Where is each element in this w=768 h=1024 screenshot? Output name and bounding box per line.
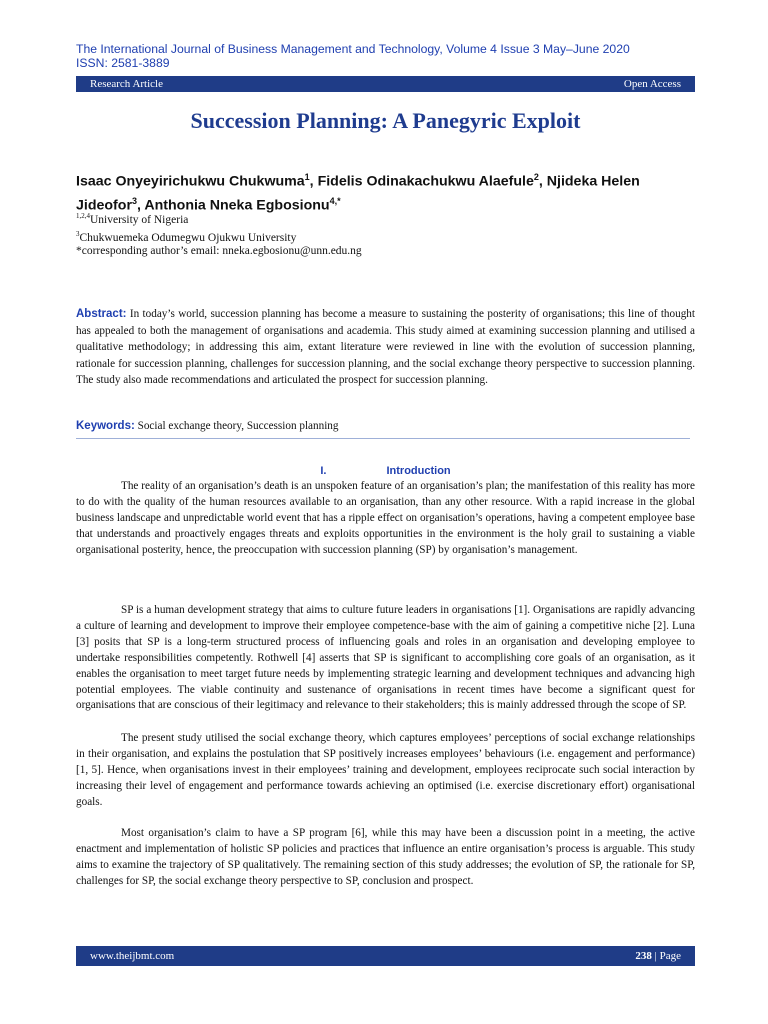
author-sup: 4,* [329,195,341,206]
page-indicator [635,950,681,962]
body-paragraph: The reality of an organisation’s death is an unspoken feature of an organisation’s plan; the manifestation of this reality has more to do with the quality of the human resources available to an organisation, than any other resource. With a rapid increase in the global business landscape and unpredictable world event that has a ripple effect on organisation’s operations, having a competent employee base that understands and proactively engages threats and exploits opportunities in the environment is the holy grail to sustaining a viable organisational posterity, hence, the preoccupation with succession planning (SP) by organisation’s management. [76,480,695,556]
author-name: Anthonia Nneka Egbosionu [144,197,330,214]
affiliation-text: Chukwuemeka Odumegwu Ojukwu University [79,231,297,244]
journal-citation: The International Journal of Business Management and Technology, Volume 4 Issue 3 May–June 2020 [76,42,630,56]
page-label: | Page [654,950,681,962]
body-paragraph: SP is a human development strategy that aims to culture future leaders in organisations [1]. Organisations are rapidly advancing a culture of learning and development to improve their employee competence-base with the aim of gaining a competitive niche [2]. Luna [3] posits that SP is a long-term structured process of influencing goals and roles in an organisation and developing employee to undertake responsibilities competently. Rothwell [4] asserts that SP is significant to accomplishing core goals of an organisation, as it enables the organisation to meet target future needs by implementing strategic learning and development techniques and advancing high potential employees. The viable continuity and sustenance of organisations in recent times have become a significant quest for organisations that are conscious of their legitimacy and relevance to their stakeholders; this is mainly addressed through the scope of SP. [76,604,695,712]
body-paragraph: Most organisation’s claim to have a SP program [6], while this may have been a discussion point in a meeting, the active enactment and implementation of holistic SP policies and practices that influence an entire organisation’s process is arguable. This study aims to examine the trajectory of SP qualitatively. The remaining section of this study addresses; the evolution of SP, the rationale for SP, challenges for SP, the social exchange theory perspective to SP, conclusion and prospect. [76,827,695,887]
journal-header [76,42,630,70]
author-name: Njideka Helen Jideofor [76,173,640,214]
journal-issn: ISSN: 2581-3889 [76,56,170,70]
abstract [76,306,695,389]
section-divider [76,438,690,439]
author-sup: 3 [131,195,137,206]
page-footer [76,946,695,966]
section-title: Introduction [386,465,451,477]
author-sup: 2 [533,172,539,182]
keywords-label: Keywords: [76,420,135,432]
article-type: Research Article [90,78,163,90]
author-sup: 1 [304,172,310,182]
author-name: Fidelis Odinakachukwu Alaefule [317,173,534,190]
affiliation-sup: 3 [76,230,80,238]
abstract-text: In today’s world, succession planning has become a measure to sustaining the posterity of organisations; this line of thought has appealed to both the management of organisations and academia. This study aimed at examining succession planning and utilised a qualitative methodology; in addressing this aim, extant literature were reviewed in line with the evolution of succession planning, rationale for succession planning, challenges for succession planning, and the social exchange theory perspective to succession planning. The study also made recommendations and articulated the prospect for succession planning. [76,308,695,387]
journal-url[interactable]: www.theijbmt.com [90,950,175,962]
affiliation-text: University of Nigeria [90,213,189,226]
affiliation-text: *corresponding author’s email: nneka.egbosionu@unn.edu.ng [76,245,362,257]
author-name: Isaac Onyeyirichukwu Chukwuma [76,173,305,190]
section-number: I. [320,465,327,477]
section-heading [76,465,695,477]
keywords-text: Social exchange theory, Succession planning [137,420,339,432]
page-number: 238 [635,950,652,962]
access-label: Open Access [623,78,681,90]
keywords [76,420,339,432]
affiliation-sup: 1,2,4 [76,212,90,220]
abstract-label: Abstract: [76,308,127,320]
author-list: Isaac Onyeyirichukwu Chukwuma$^1$, Fidelis Odinakachukwu Alaefule$^2$, Njideka Helen Jideofor$^3$, Anthonia Nneka Egbosionu$^{4,*}$ [76,172,640,214]
body-paragraph: The present study utilised the social exchange theory, which captures employees’ perceptions of social exchange relationships in their organisation, and explains the postulation that SP positively increases employees’ behaviours (i.e. engagement and performance) [1, 5]. Hence, when organisations invest in their employees’ training and development, employees reciprocate such social interaction by increasing their level of engagement and performance towards achieving an optimised (i.e. exercise discretionary effort) organisational goals. [76,732,695,808]
article-type-bar [76,76,695,92]
paper-title: Succession Planning: A Panegyric Exploit [190,108,581,133]
corresponding-email [76,243,362,260]
